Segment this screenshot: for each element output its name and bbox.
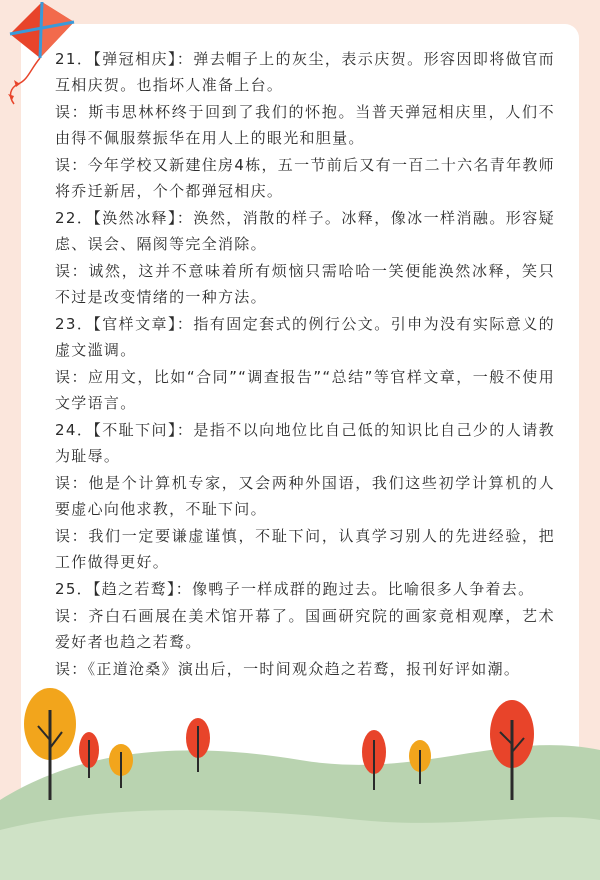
entry-25-error-1: 误：齐白石画展在美术馆开幕了。国画研究院的画家竟相观摩，艺术爱好者也趋之若鹜。 [55,607,555,651]
entry-23-definition: 23．【官样文章】：指有固定套式的例行公文。引申为没有实际意义的虚文滥调。 [55,315,555,359]
entry-21-error-2: 误：今年学校又新建住房4栋，五一节前后又有一百二十六名青年教师将乔迁新居，个个都弹冠相庆。 [55,156,555,200]
hill-front [0,810,600,880]
entry-21-error-1: 误：斯韦思林杯终于回到了我们的怀抱。当普天弹冠相庆里，人们不由得不佩服蔡振华在用人上的眼光和胆量。 [55,103,555,147]
entry-23-error-1: 误：应用文，比如“合同”“调查报告”“总结”等官样文章，一般不使用文学语言。 [55,368,555,412]
entry-22-error-1: 误：诚然，这并不意味着所有烦恼只需哈哈一笑便能涣然冰释，笑只不过是改变情绪的一种方法。 [55,262,555,306]
entry-22-definition: 22．【涣然冰释】：涣然，消散的样子。冰释，像冰一样消融。形容疑虑、误会、隔阂等完全消除。 [55,209,555,253]
kite-icon [0,0,80,110]
entry-24-error-1: 误：他是个计算机专家，又会两种外国语，我们这些初学计算机的人要虚心向他求教，不耻下问。 [55,474,555,518]
entry-25-definition: 25．【趋之若鹜】：像鸭子一样成群的跑过去。比喻很多人争着去。 [55,580,535,598]
entry-21-definition: 21．【弹冠相庆】：弹去帽子上的灰尘，表示庆贺。形容因即将做官而互相庆贺。也指坏人准备上台。 [55,50,555,94]
document-text [55,46,555,683]
entry-25-error-2: 误：《正道沧桑》演出后，一时间观众趋之若鹜，报刊好评如潮。 [55,660,521,678]
entry-24-definition: 24．【不耻下问】：是指不以向地位比自己低的知识比自己少的人请教为耻辱。 [55,421,555,465]
autumn-landscape [0,680,600,880]
entry-24-error-2: 误：我们一定要谦虚谨慎，不耻下问，认真学习别人的先进经验，把工作做得更好。 [55,527,555,571]
